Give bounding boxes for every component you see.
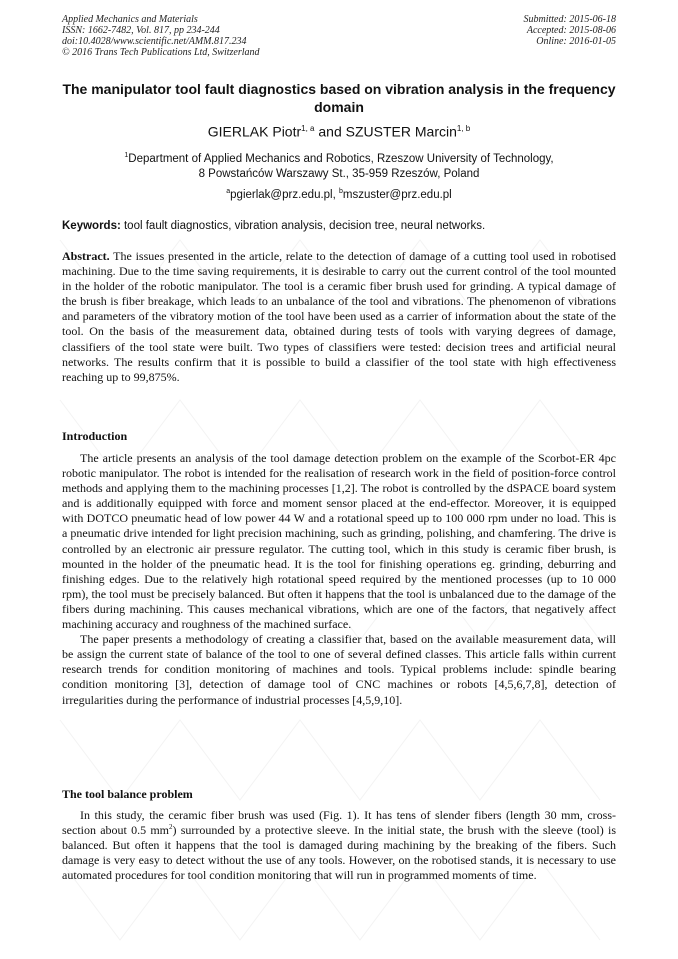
author-and: and <box>314 123 346 140</box>
header-left <box>62 14 260 58</box>
email-b-sup: b <box>339 188 343 195</box>
journal-name: Applied Mechanics and Materials <box>62 14 198 25</box>
abstract-text: The issues presented in the article, relate to the detection of damage of a cutting tool used in robotised machining. Due to the time saving requirements, it is desirable to carry out the current control of the tool mounted in the holder of the robotic manipulator. The tool is a ceramic fiber brush used for grinding. A typical damage of the brush is fiber breakage, which leads to an unbalance of the tool and vibrations. The phenomenon of vibrations and parameters of the vibratory motion of the tool have been used as a carrier of information about the state of the tool. On the basis of the measurement data, obtained during tests of tools with varying degrees of damage, classifiers of the tool state were built. Two types of classifiers were tested: decision trees and artificial neural networks. The results confirm that it is possible to build a classifier of the tool state with high effectiveness reaching up to 99,875%. <box>62 249 616 384</box>
journal-issn: ISSN: 1662-7482, Vol. 817, pp 234-244 <box>62 25 220 36</box>
submitted-date: Submitted: 2015-06-18 <box>523 14 616 25</box>
affiliation-text-1: Department of Applied Mechanics and Robotics, Rzeszow University of Technology, <box>128 152 554 165</box>
tool-balance-paragraph-1 <box>62 808 616 883</box>
introduction-heading: Introduction <box>62 429 128 443</box>
affiliation <box>62 148 616 182</box>
author-1: GIERLAK Piotr <box>207 123 302 140</box>
tool-balance-text-a: In this study, the ceramic fiber brush was used (Fig. 1). It has tens of slender fibers (length 30 mm, cross-section about 0.5 mm <box>62 808 616 838</box>
accepted-date: Accepted: 2015-08-06 <box>526 25 616 36</box>
author-emails <box>62 184 616 203</box>
keywords-text: tool fault diagnostics, vibration analysis, decision tree, neural networks. <box>120 220 486 232</box>
author-line <box>62 120 616 141</box>
online-date: Online: 2016-01-05 <box>536 36 616 47</box>
journal-copyright: © 2016 Trans Tech Publications Ltd, Switzerland <box>62 47 260 58</box>
affiliation-line-2: 8 Powstańców Warszawy St., 35-959 Rzeszów, Poland <box>198 167 480 180</box>
tool-balance-text-b: ) surrounded by a protective sleeve. In the initial state, the brush with the sleeve (tool) is balanced. But often it happens that the tool is damaged during machining by the breaking of the fibers. Such damage is very easy to detect without the use of any tools. However, on the robotised stands, it is necessary to use automated procedures for tool condition monitoring that will run in programmed moments of time. <box>62 823 616 883</box>
author-2-sup: 1, b <box>456 124 471 133</box>
keywords <box>62 219 616 234</box>
tool-balance-sup: 2 <box>169 823 173 832</box>
abstract <box>62 249 616 385</box>
header-right <box>524 14 617 47</box>
author-1-sup: 1, a <box>301 124 315 133</box>
tool-balance-section <box>62 808 616 883</box>
introduction-section <box>62 451 616 708</box>
email-b: mszuster@prz.edu.pl <box>342 188 452 201</box>
abstract-label: Abstract. <box>62 249 110 263</box>
email-a: pgierlak@prz.edu.pl, <box>230 188 339 201</box>
author-2: SZUSTER Marcin <box>345 123 457 140</box>
tool-balance-heading: The tool balance problem <box>62 787 193 801</box>
introduction-paragraph-1: The article presents an analysis of the tool damage detection problem on the example of the Scorbot-ER 4pc robotic manipulator. The robot is intended for the realisation of research work in the field of position-force control methods and applying them to the machining processes [1,2]. The robot is controlled by the dSPACE board system and is additionally equipped with force and moment sensor placed at the end-effector. Moreover, it is equipped with DOTCO pneumatic head of low power 44 W and a rotational speed up to 100 000 rpm under no load. This is a pneumatic drive intended for light precision machining, such as grinding, polishing, and chamfering. The drive is controlled by an electronic air pressure regulator. The cutting tool, which in this study is ceramic fiber brush, is mounted in the holder of the pneumatic head. It is the tool for finishing operations eg. grinding, deburring and finishing edges. Due to the relatively high rotational speed required by the mentioned processes (up to 10 000 rpm), the tool must be precisely balanced. But often it happens that the tool is unbalanced due to the damage of the fibers during machining. This causes mechanical vibrations, which are one of the factors, that negatively affect machining accuracy and roughness of the machined surface. <box>62 451 616 632</box>
affiliation-line-1 <box>62 148 616 167</box>
paper-title: The manipulator tool fault diagnostics based on vibration analysis in the frequency domain <box>62 81 616 115</box>
introduction-paragraph-2: The paper presents a methodology of creating a classifier that, based on the available measurement data, will be assign the current state of balance of the tool to one of several defined classes. This article falls within current research trends for condition monitoring of machines and tools. Typical problems include: spindle bearing condition monitoring [3], detection of damage tool of CNC machines or robots [4,5,6,7,8], detection of irregularities during the performance of industrial processes [4,5,9,10]. <box>62 632 616 707</box>
email-a-sup: a <box>226 188 231 195</box>
journal-doi: doi:10.4028/www.scientific.net/AMM.817.234 <box>62 36 247 47</box>
affiliation-sup: 1 <box>124 152 129 159</box>
keywords-label: Keywords: <box>62 220 121 232</box>
